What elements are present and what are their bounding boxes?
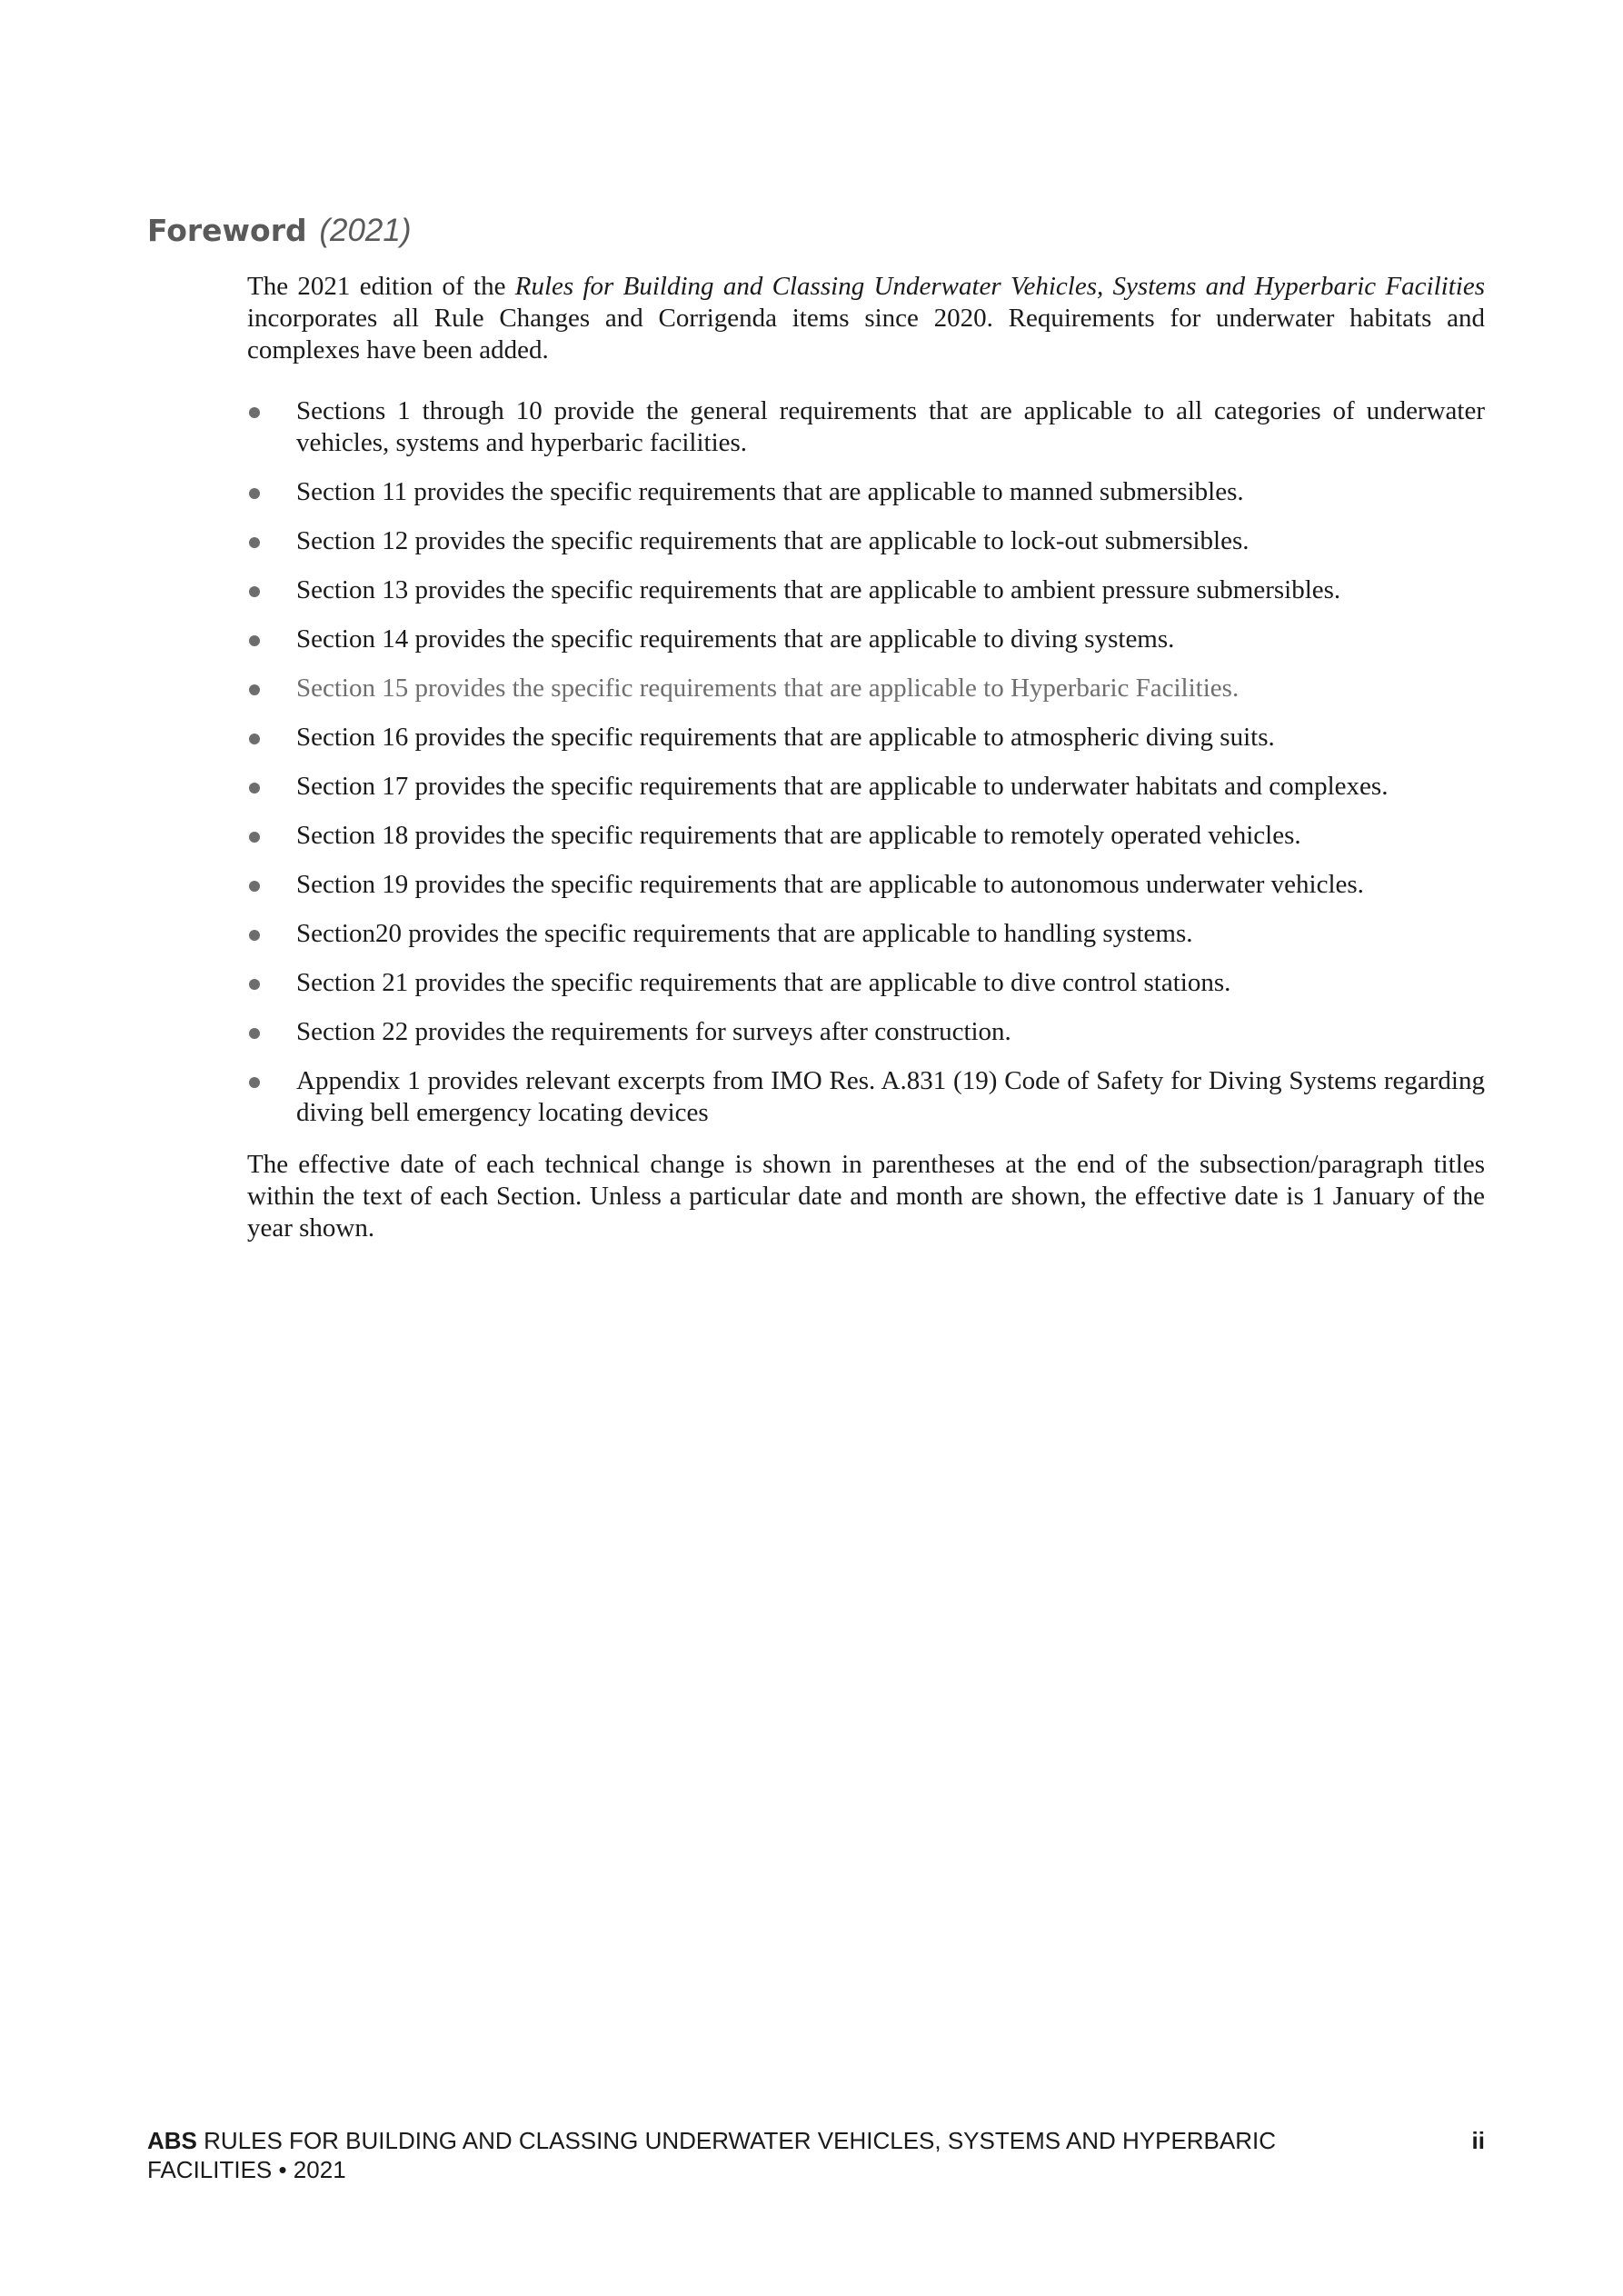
footer-document-title: RULES FOR BUILDING AND CLASSING UNDERWATER VEHICLES, SYSTEMS AND HYPERBARIC FACILITIES • 2021 [147, 2127, 1277, 2183]
list-item-text: Section 22 provides the requirements for surveys after construction. [296, 1017, 1011, 1046]
list-item [247, 722, 1485, 754]
page-footer [147, 2126, 1485, 2184]
bullet-icon [249, 684, 260, 695]
effective-date-paragraph: The effective date of each technical change is shown in parentheses at the end of the subsection/paragraph titles within the text of each Section. Unless a particular date and month are shown, the effective date is 1 January of the year shown. [247, 1150, 1485, 1243]
rules-title: Rules for Building and Classing Underwater Vehicles, Systems and Hyperbaric Facilities [514, 272, 1485, 301]
list-item [247, 624, 1485, 655]
bullet-icon [249, 1028, 260, 1039]
list-item [247, 771, 1485, 803]
list-item-text: Section 15 provides the specific requirements that are applicable to Hyperbaric Facilities. [296, 674, 1240, 703]
intro-suffix: incorporates all Rule Changes and Corrigenda items since 2020. Requirements for underwater habitats and complexes have been added. [247, 304, 1485, 364]
list-item-text: Section20 provides the specific requirements that are applicable to handling systems. [296, 919, 1193, 948]
page-number: ii [1471, 2127, 1485, 2154]
bullet-icon [249, 881, 260, 892]
bullet-icon [249, 1077, 260, 1088]
list-item [247, 869, 1485, 901]
bullet-icon [249, 783, 260, 794]
list-item [247, 967, 1485, 999]
list-item-text: Section 14 provides the specific requirements that are applicable to diving systems. [296, 624, 1175, 654]
bullet-icon [249, 930, 260, 941]
footer-brand: ABS [147, 2127, 197, 2154]
bullet-icon [249, 407, 260, 418]
list-item-text: Section 18 provides the specific requirements that are applicable to remotely operated vehicles. [296, 821, 1301, 850]
list-item [247, 476, 1485, 508]
intro-prefix: The 2021 edition of the [247, 272, 515, 301]
list-item-text: Section 13 provides the specific requirements that are applicable to ambient pressure submersibles. [296, 575, 1341, 604]
section-list [247, 395, 1485, 1129]
list-item [247, 1065, 1485, 1129]
list-item-text: Section 17 provides the specific requirements that are applicable to underwater habitats and complexes. [296, 772, 1389, 801]
list-item-text: Section 21 provides the specific requirements that are applicable to dive control stations. [296, 968, 1231, 997]
foreword-heading [147, 211, 412, 251]
list-item [247, 1016, 1485, 1048]
list-item-text: Sections 1 through 10 provide the general requirements that are applicable to all categories of underwater vehicles, systems and hyperbaric facilities. [296, 396, 1485, 457]
footer-title [147, 2126, 1365, 2184]
list-item-highlighted [247, 673, 1485, 704]
list-item-text: Section 12 provides the specific requirements that are applicable to lock-out submersibles. [296, 526, 1250, 555]
bullet-icon [249, 979, 260, 990]
list-item [247, 395, 1485, 459]
bullet-icon [249, 734, 260, 744]
list-item [247, 525, 1485, 557]
bullet-icon [249, 832, 260, 843]
heading-title: Foreword [147, 213, 307, 248]
list-item-text: Section 11 provides the specific requirements that are applicable to manned submersibles. [296, 477, 1244, 506]
bullet-icon [249, 488, 260, 499]
bullet-icon [249, 635, 260, 646]
foreword-body [247, 271, 1485, 1244]
list-item [247, 918, 1485, 950]
intro-paragraph [247, 271, 1485, 366]
bullet-icon [249, 586, 260, 597]
list-item [247, 574, 1485, 606]
heading-year: (2021) [319, 213, 412, 248]
bullet-icon [249, 537, 260, 548]
list-item-text: Section 19 provides the specific requirements that are applicable to autonomous underwater vehicles. [296, 870, 1364, 899]
list-item-text: Appendix 1 provides relevant excerpts from IMO Res. A.831 (19) Code of Safety for Diving Systems regarding diving bell emergency locating devices [296, 1066, 1485, 1127]
list-item-text: Section 16 provides the specific requirements that are applicable to atmospheric diving suits. [296, 723, 1275, 752]
list-item [247, 820, 1485, 852]
